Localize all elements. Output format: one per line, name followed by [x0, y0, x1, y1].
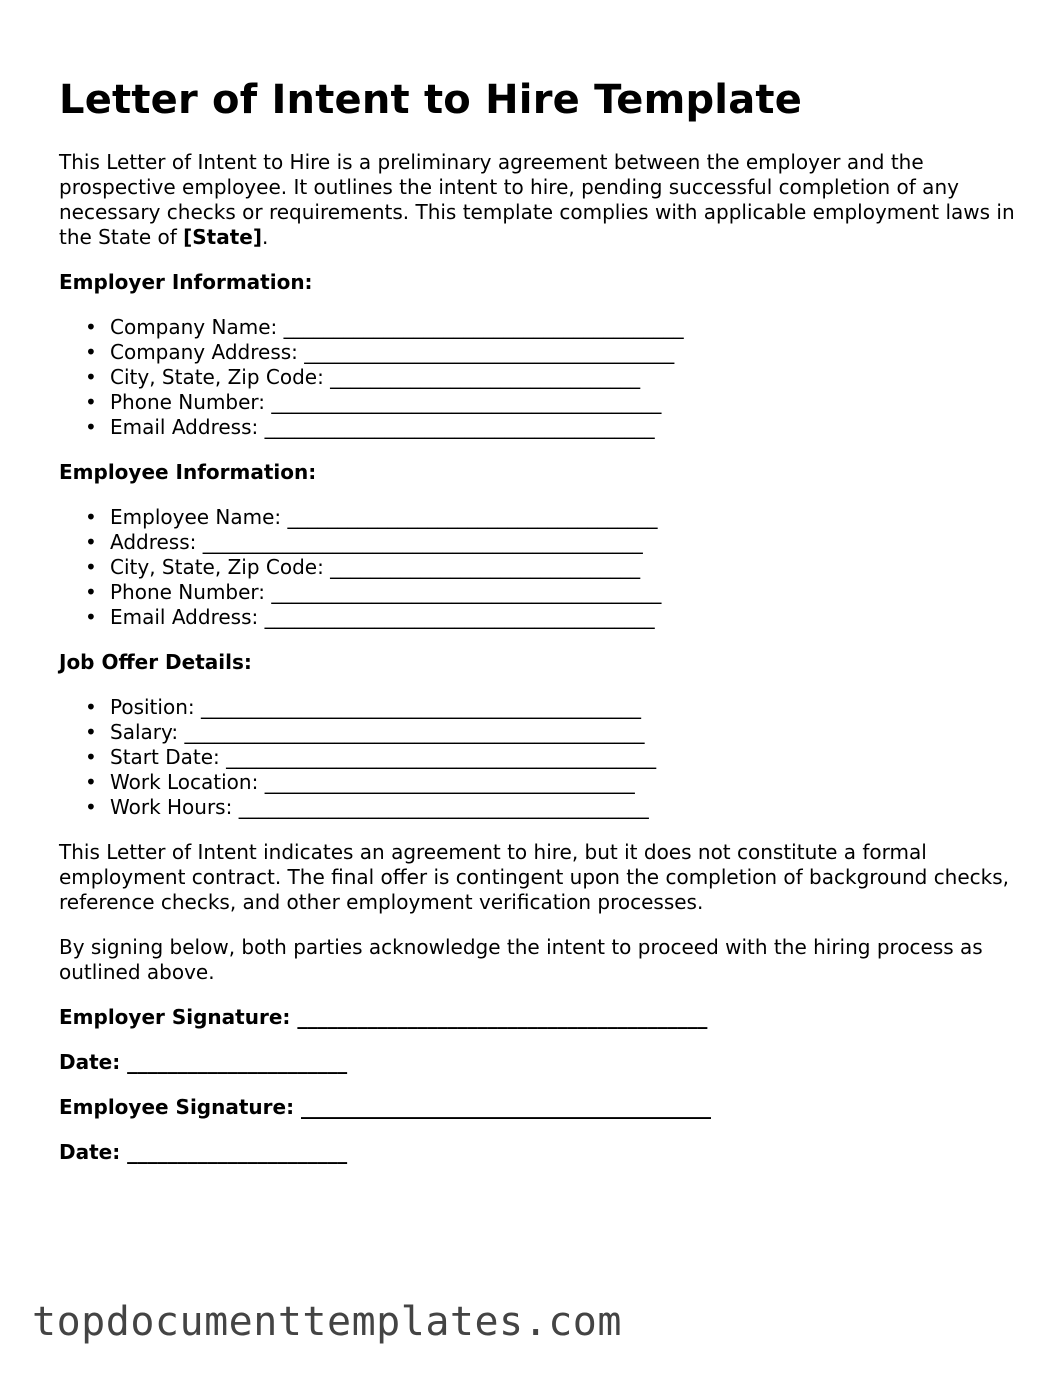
employer-info-list: [59, 315, 1019, 440]
employer-company-address-field: • Company Address: _____________________________________: [110, 340, 1019, 365]
job-work-location-field: • Work Location: _____________________________________: [110, 770, 1019, 795]
job-details-list: [59, 695, 1019, 820]
employee-info-list: [59, 505, 1019, 630]
watermark: topdocumenttemplates.com: [32, 1299, 622, 1345]
employer-city-state-zip-field: • City, State, Zip Code: _______________________________: [110, 365, 1019, 390]
employee-email-field: • Email Address: _______________________________________: [110, 605, 1019, 630]
employee-name-field: • Employee Name: _____________________________________: [110, 505, 1019, 530]
acknowledge-paragraph: By signing below, both parties acknowledge the intent to proceed with the hiring process as outlined above.: [59, 935, 983, 984]
employee-date-line: Date: ______________________: [59, 1140, 348, 1164]
job-work-hours-field: • Work Hours: _________________________________________: [110, 795, 1019, 820]
intro-paragraph: [59, 150, 1019, 250]
employee-address-field: • Address: ____________________________________________: [110, 530, 1019, 555]
employer-date-line: Date: ______________________: [59, 1050, 348, 1074]
employer-email-field: • Email Address: _______________________________________: [110, 415, 1019, 440]
intro-text-end: .: [262, 225, 269, 249]
job-start-date-field: • Start Date: ___________________________________________: [110, 745, 1019, 770]
employee-phone-field: • Phone Number: _______________________________________: [110, 580, 1019, 605]
employer-signature-line: Employer Signature: _________________________________________: [59, 1005, 708, 1029]
employee-signature-line: Employee Signature: _________________________________________: [59, 1095, 712, 1119]
document-title: Letter of Intent to Hire Template: [59, 77, 803, 123]
employer-phone-field: • Phone Number: _______________________________________: [110, 390, 1019, 415]
disclaimer-paragraph: This Letter of Intent indicates an agreement to hire, but it does not constitute a formal employment contract. The final offer is contingent upon the completion of background checks, reference checks, and other employment verification processes.: [59, 840, 1010, 914]
employer-company-name-field: • Company Name: ________________________________________: [110, 315, 1019, 340]
employee-section-heading: Employee Information:: [59, 460, 317, 484]
job-salary-field: • Salary: ______________________________________________: [110, 720, 1019, 745]
document-page: [59, 72, 1019, 1185]
job-section-heading: Job Offer Details:: [59, 650, 252, 674]
state-placeholder: [State]: [183, 225, 262, 249]
employer-section-heading: Employer Information:: [59, 270, 313, 294]
intro-text: This Letter of Intent to Hire is a preliminary agreement between the employer and the prospective employee. It outlines the intent to hire, pending successful completion of any necessary checks or requirements. This template complies with applicable employment laws in the State of: [59, 150, 1015, 249]
employee-city-state-zip-field: • City, State, Zip Code: _______________________________: [110, 555, 1019, 580]
job-position-field: • Position: ____________________________________________: [110, 695, 1019, 720]
